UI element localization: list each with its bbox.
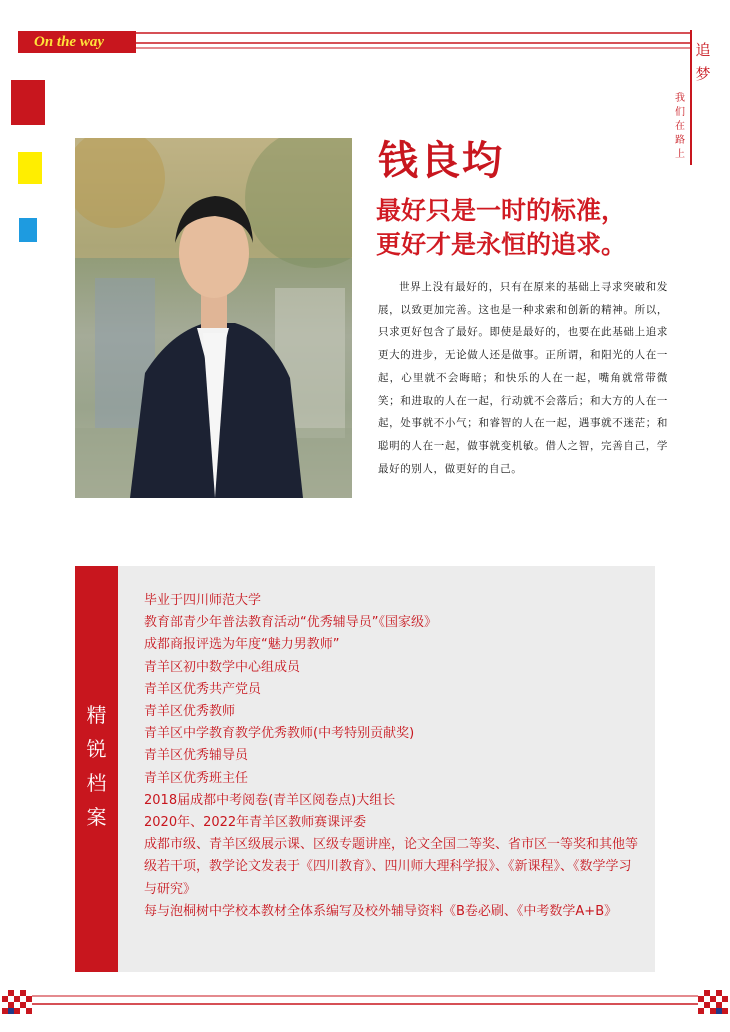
archive-item: 毕业于四川师范大学 (144, 593, 262, 608)
intro-paragraph: 世界上没有最好的，只有在原来的基础上寻求突破和发展，以致更加完善。这也是一种求索和创新的精神。所以，只求更好包含了最好。即使是最好的，也要在此基础上追求更大的进步，无论做人还是做事。正所谓，和阳光的人在一起，心里就不会晦暗；和快乐的人在一起，嘴角就常带微笑；和进取的人在一起，行动就不会落后；和大方的人在一起，处事就不小气；和睿智的人在一起，遇事就不迷茫；和聪明的人在一起，做事就变机敏。借人之智，完善自己，学最好的别人，做更好的自己。 (378, 281, 668, 475)
red-decor-block (11, 80, 45, 125)
archive-item: 成都商报评选为年度“魅力男教师” (144, 637, 340, 653)
checker-decor-right (698, 990, 728, 1014)
archive-item: 2018届成都中考阅卷(青羊区阅卷点)大组长 (144, 792, 396, 808)
archive-heading-char: 案 (86, 805, 107, 829)
archive-heading (75, 698, 118, 834)
archive-item: 青羊区优秀教师 (144, 704, 236, 720)
motto-line: 最好只是一时的标准， (376, 196, 627, 225)
header-badge: On the way (18, 31, 136, 53)
person-name: 钱良均 (378, 137, 504, 184)
archive-item: 教育部青少年普法教育活动“优秀辅导员”《国家级》 (144, 615, 437, 631)
side-tab-subtitle-char: 上 (675, 149, 685, 160)
archive-item: 2020年、2022年青羊区教师赛课评委 (144, 815, 367, 831)
side-tab-subtitle-char: 路 (675, 135, 685, 146)
archive-heading-char: 精 (86, 703, 107, 727)
side-tab-title (694, 38, 712, 86)
portrait-photo (75, 138, 352, 498)
checker-decor-left (2, 990, 32, 1014)
footer-rule (0, 990, 730, 1014)
archive-item: 青羊区优秀班主任 (144, 770, 249, 786)
archive-item: 青羊区中学教育教学优秀教师(中考特别贡献奖) (144, 726, 415, 742)
archive-heading-char: 锐 (86, 737, 107, 761)
archive-list (144, 590, 644, 923)
motto-line: 更好才是永恒的追求。 (376, 230, 627, 259)
side-tab-title-char: 追 (695, 41, 711, 59)
blue-decor-block (19, 218, 37, 242)
side-tab-title-char: 梦 (695, 65, 711, 83)
archive-heading-char: 档 (86, 771, 107, 795)
archive-panel (75, 566, 655, 972)
archive-item: 青羊区初中数学中心组成员 (144, 659, 301, 675)
side-tab-subtitle-char: 我 (675, 93, 685, 104)
side-tab-subtitle-char: 在 (675, 121, 685, 132)
side-tab-subtitle-char: 们 (675, 107, 685, 118)
archive-item: 青羊区优秀共产党员 (144, 681, 262, 697)
archive-item: 每与泡桐树中学校本教材全体系编写及校外辅导资料《B卷必刷、《中考数学A+B》 (144, 903, 618, 919)
archive-item: 成都市级、青羊区级展示课、区级专题讲座，论文全国二等奖、省市区一等奖和其他等级若干项，教学论文发表于《四川教育》、四川师大理科学报》、《新课程》、《数学学习与研究》 (144, 837, 639, 897)
archive-item: 青羊区优秀辅导员 (144, 748, 249, 764)
header-rule (136, 30, 708, 54)
yellow-decor-block (18, 152, 42, 184)
motto (376, 194, 676, 262)
side-tab-subtitle (673, 92, 687, 162)
